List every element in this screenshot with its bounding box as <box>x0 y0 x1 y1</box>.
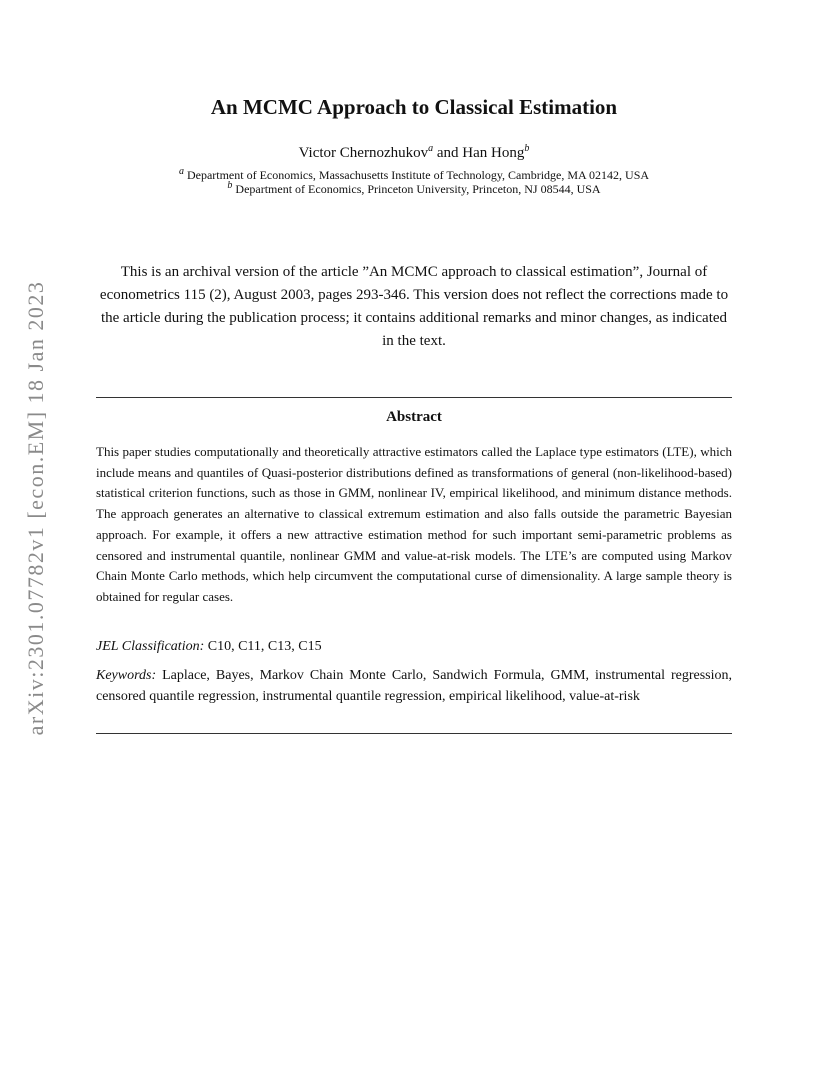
abstract-heading: Abstract <box>386 409 442 425</box>
abstract-bottom-rule <box>96 733 732 734</box>
affiliation-mark: a <box>428 143 434 154</box>
abstract-top-rule <box>96 397 732 398</box>
keywords <box>96 666 732 707</box>
affiliation-text: Department of Economics, Massachusetts Institute of Technology, Cambridge, MA 02142, USA <box>183 168 650 182</box>
keywords-list: Laplace, Bayes, Markov Chain Monte Carlo, Sandwich Formula, GMM, instrumental regression, censored quantile regression, instrumental quantile regression, empirical likelihood, value-at-risk <box>96 668 732 704</box>
affiliation-mark: a <box>178 166 184 177</box>
affiliation-text: Department of Economics, Princeton University, Princeton, NJ 08544, USA <box>232 182 601 196</box>
paper-title: An MCMC Approach to Classical Estimation <box>210 95 618 119</box>
author-name: Han Hong <box>462 145 525 161</box>
affiliation-mark: b <box>227 180 233 191</box>
jel-label: JEL Classification: <box>96 639 205 654</box>
author-connector: and <box>433 145 463 161</box>
author-name: Victor Chernozhukov <box>298 145 429 161</box>
arxiv-stamp-text: arXiv:2301.07782v1 [econ.EM] 18 Jan 2023 <box>23 280 48 736</box>
affiliation-mark: b <box>524 143 530 154</box>
abstract-body: This paper studies computationally and theoretically attractive estimators called the Laplace type estimators (LTE), which include means and quantiles of Quasi-posterior distributions defined as transformations of general (non-likelihood-based) statistical criterion functions, such as those in GMM, nonlinear IV, empirical likelihood, and minimum distance methods. The approach generates an alternative to classical extremum estimation and also falls outside the parametric Bayesian approach. For example, it offers a new attractive estimation method for such important semi-parametric problems as censored and instrumental quantile, nonlinear GMM and value-at-risk models. The LTE’s are computed using Markov Chain Monte Carlo methods, which help circumvent the computational curse of dimensionality. A large sample theory is obtained for regular cases. <box>96 444 732 604</box>
affiliation-a <box>0 168 828 183</box>
keywords-label: Keywords: <box>96 668 157 683</box>
affiliation-b <box>0 182 828 197</box>
jel-codes: C10, C11, C13, C15 <box>204 639 322 654</box>
jel-classification <box>96 637 732 657</box>
archival-note: This is an archival version of the article ”An MCMC approach to classical estimation”, Journal of econometrics 115 (2), August 2003, pages 293-346. This version does not reflect the corrections made to the article during the publication process; it contains additional remarks and minor changes, as indicated in the text. <box>99 264 729 349</box>
author-line <box>0 143 828 163</box>
